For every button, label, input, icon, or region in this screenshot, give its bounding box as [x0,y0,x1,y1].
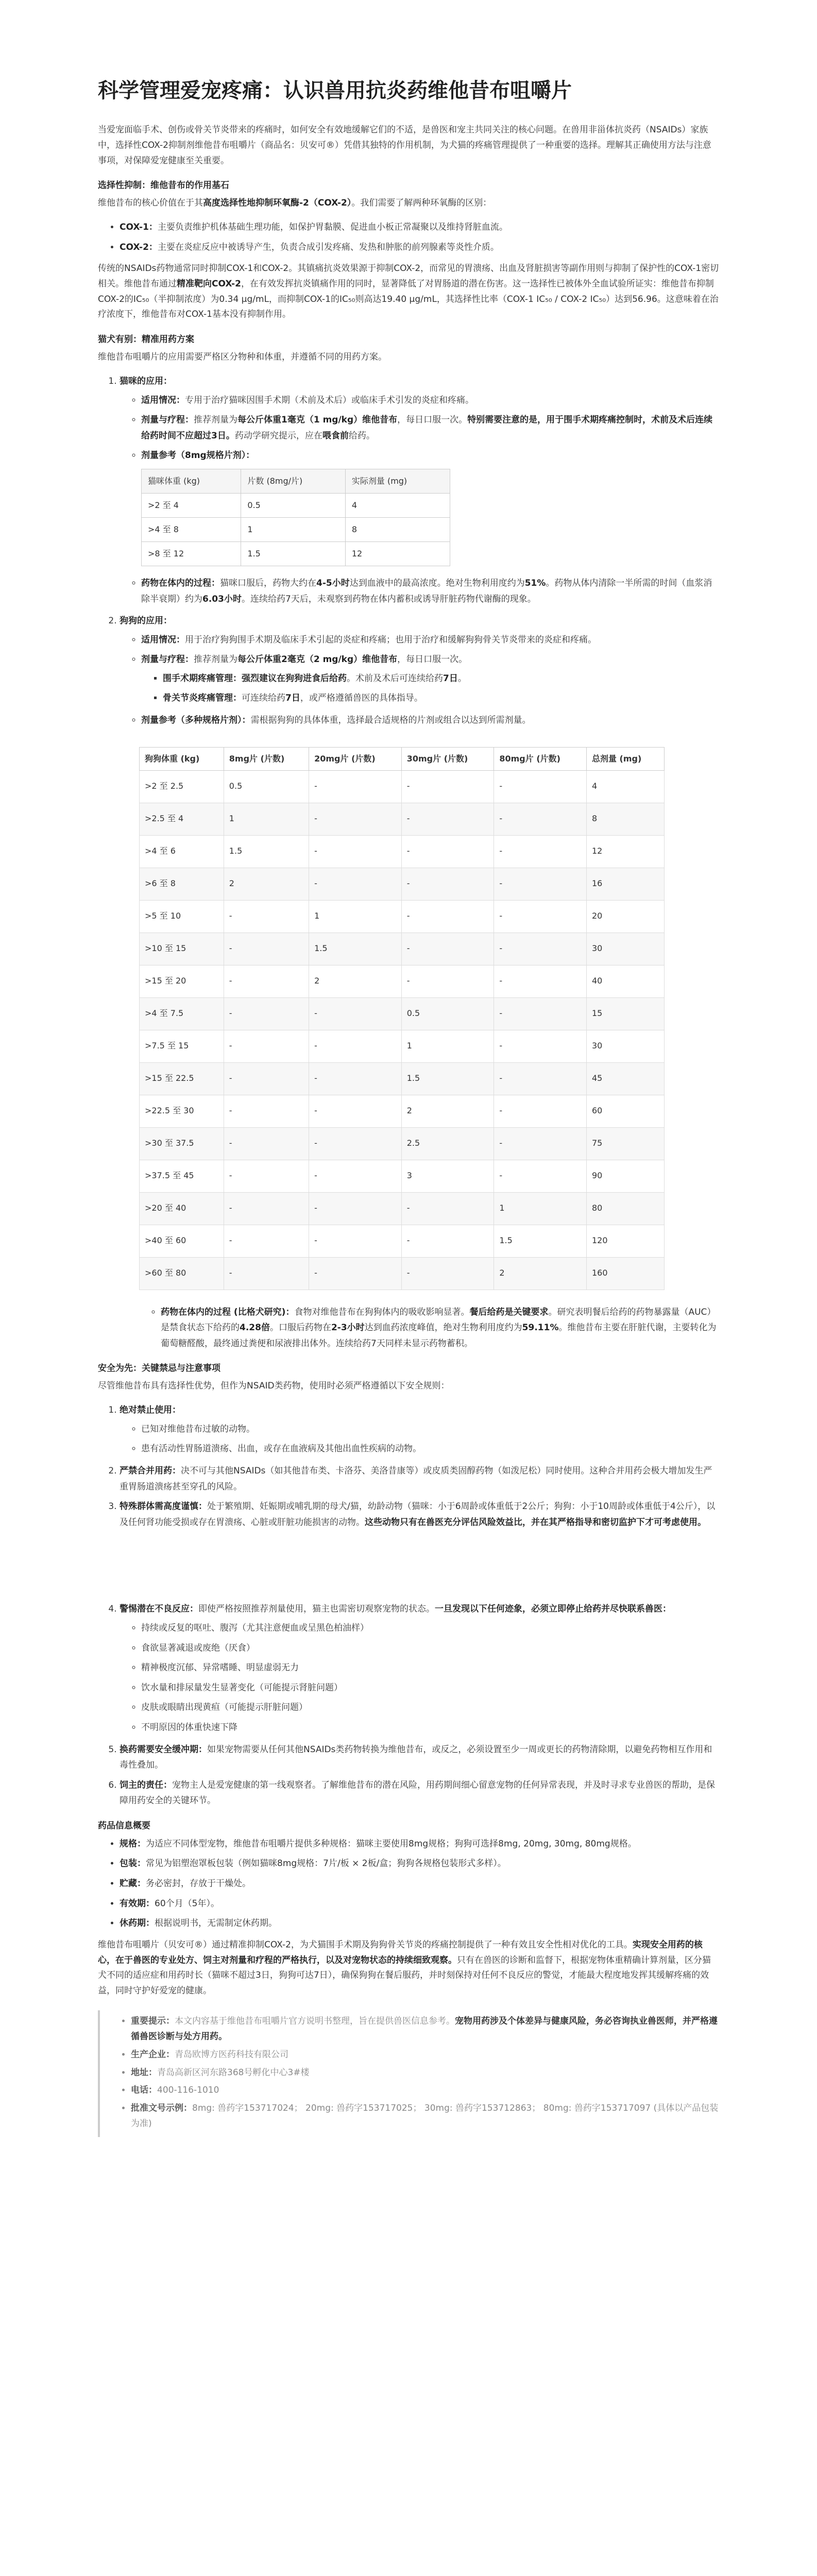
spacer [98,1536,719,1598]
table-row [140,1062,665,1095]
intro-paragraph: 当爱宠面临手术、创伤或骨关节炎带来的疼痛时，如何安全有效地缓解它们的不适，是兽医和宠主共同关注的核心问题。在兽用非甾体抗炎药（NSAIDs）家族中，选择性COX-2抑制剂维他昔布咀嚼片（商品名：贝安可®）凭借其独特的作用机制，为犬猫的疼痛管理提供了一种重要的选择。理解其正确使用方法与注意事项，对保障爱宠健康至关重要。 [98,125,711,166]
table-cell: - [309,835,402,868]
table-header: 狗狗体重 (kg) [140,747,224,770]
table-cell: 20 [586,900,664,933]
table-cell: >40 至 60 [140,1225,224,1257]
table-cell: - [309,1095,402,1127]
table-header: 8mg片 (片数) [224,747,309,770]
table-cell: >30 至 37.5 [140,1127,224,1160]
list-item: 1. 绝对禁止使用： ◦ 已知对维他昔布过敏的动物。 ◦ 患有活动性胃肠道溃疡、出血，或存在血液病及其他出血性疾病的动物。 [120,1402,719,1457]
table-cell: >20 至 40 [140,1192,224,1225]
table-header: 实际剂量 (mg) [345,469,450,493]
table-cell: - [494,770,587,803]
list-item: ◦ 剂量参考（多种规格片剂）：需根据狗狗的具体体重，选择最合适规格的片剂或组合以达到所需剂量。 [141,713,719,728]
list-item: ◦ 持续或反复的呕吐、腹泻（尤其注意便血或呈黑色柏油样） [141,1620,719,1636]
table-cell: 1 [401,1030,494,1062]
table-row: >8 至 12 1.5 12 [142,541,450,566]
table-cell: - [309,1225,402,1257]
table-cell: >4 至 7.5 [140,997,224,1030]
table-cell: 160 [586,1257,664,1290]
section-heading-mechanism: 选择性抑制：维他昔布的作用基石 [98,180,229,191]
list-item: ▪ 围手术期疼痛管理：强烈建议在狗狗进食后给药。术前及术后可连续给药7日。 [163,671,719,687]
list-item: ◦ 剂量与疗程：推荐剂量为每公斤体重1毫克（1 mg/kg）维他昔布，每日口服一次。特别需要注意的是，用于围手术期疼痛控制时，术前及术后连续给药时间不应超过3日。药动学研究提示，应在喂食前给药。 [141,412,719,444]
table-row: >4 至 8 1 8 [142,517,450,541]
table-cell: - [224,1030,309,1062]
list-item: • 规格：为适应不同体型宠物，维他昔布咀嚼片提供多种规格：猫咪主要使用8mg规格；狗狗可选择8mg, 20mg, 30mg, 80mg规格。 [120,1836,719,1852]
list-item: ◦ 已知对维他昔布过敏的动物。 [141,1421,719,1437]
dog-section: 2. 狗狗的应用： ◦ 适用情况：用于治疗狗狗围手术期及临床手术引起的炎症和疼痛；也用于治疗和缓解狗狗骨关节炎带来的炎症和疼痛。 ◦ 剂量与疗程：推荐剂量为每公斤体重2毫克（2 mg/kg）维他昔布，每日口服一次。 ▪ 围手术期疼痛管理：强烈建议在狗狗进食后给药。术前及术后可连续给药7日。 ▪ 骨关节炎疼痛管理：可连续给药7日，或严格遵循兽医的具体指导。 ◦ 剂量参考（多种规格片剂）：需根据狗狗的具体体重，选择最合适规格的片剂或组合以达到所需剂量。 [120,613,719,728]
table-cell: 1 [224,803,309,835]
list-item: • 批准文号示例：8mg: 兽药字153717024； 20mg: 兽药字153717025； 30mg: 兽药字153712863； 80mg: 兽药字153717097 (具体以产品包装为准) [131,2100,719,2132]
table-cell: - [401,1257,494,1290]
table-cell: - [401,933,494,965]
table-cell: - [224,1257,309,1290]
table-cell: >6 至 8 [140,868,224,900]
section-heading-safety: 安全为先：关键禁忌与注意事项 [98,1363,220,1374]
table-cell: 1.5 [224,835,309,868]
list-item: ◦ 患有活动性胃肠道溃疡、出血，或存在血液病及其他出血性疾病的动物。 [141,1441,719,1457]
list-item: ◦ 适用情况：用于治疗狗狗围手术期及临床手术引起的炎症和疼痛；也用于治疗和缓解狗狗骨关节炎带来的炎症和疼痛。 [141,632,719,648]
table-cell: - [309,1192,402,1225]
table-cell: - [224,900,309,933]
list-item: • 有效期：60个月（5年）。 [120,1896,719,1912]
table-header: 总剂量 (mg) [586,747,664,770]
mechanism-paragraph: 维他昔布的核心价值在于其高度选择性地抑制环氧酶-2（COX-2）。我们需要了解两种环氧酶的区别： [98,198,492,209]
table-cell: 15 [586,997,664,1030]
table-row [140,1225,665,1257]
table-cell: 40 [586,965,664,997]
list-item: • 贮藏：务必密封，存放于干燥处。 [120,1876,719,1892]
table-row [140,803,665,835]
table-cell: - [494,803,587,835]
table-row [140,1127,665,1160]
list-item: 4. 警惕潜在不良反应：即使严格按照推荐剂量使用，猫主也需密切观察宠物的状态。一旦发现以下任何迹象，必须立即停止给药并尽快联系兽医： ◦ 持续或反复的呕吐、腹泻（尤其注意便血或呈黑色柏油样） ◦ 食欲显著减退或废绝（厌食） ◦ 精神极度沉郁、异常嗜睡、明显虚弱无力 ◦ 饮水量和排尿量发生显著变化（可能提示肾脏问题） ◦ 皮肤或眼睛出现黄疸（可能提示肝脏问题） ◦ 不明原因的体重快速下降 [120,1601,719,1735]
table-cell: - [224,997,309,1030]
list-item: ◦ 剂量参考（8mg规格片剂）： 猫咪体重 (kg) 片数 (8mg/片) 实际剂量 (mg) >2 至 4 0.5 4 >4 至 8 1 8 >8 至 12 1.5 12 [141,448,719,566]
table-cell: - [401,1192,494,1225]
table-cell: >60 至 80 [140,1257,224,1290]
table-cell: - [494,997,587,1030]
cat-section: 1. 猫咪的应用： ◦ 适用情况：专用于治疗猫咪因围手术期（术前及术后）或临床手术引发的炎症和疼痛。 ◦ 剂量与疗程：推荐剂量为每公斤体重1毫克（1 mg/kg）维他昔布，每日口服一次。特别需要注意的是，用于围手术期疼痛控制时，术前及术后连续给药时间不应超过3日。药动学研究提示，应在喂食前给药。 ◦ 剂量参考（8mg规格片剂）： 猫咪体重 (kg) 片数 (8mg/片) 实际剂量 (mg) >2 至 4 0.5 4 >4 至 8 1 8 >8 至 12 1.5 12 ◦ 药物在体内的过程：猫咪口服后，药物大约在4-5小时达到血液中的最高浓度。绝对生物利用度约为51%。药物从体内清除一半所需的时间（血浆消除半衰期）约为6.03小时。连续给药7天后，未观察到药物在体内蓄积或诱导肝脏药物代谢酶的现象。 [120,374,719,607]
table-header: 猫咪体重 (kg) [142,469,241,493]
list-item: ◦ 精神极度沉郁、异常嗜睡、明显虚弱无力 [141,1660,719,1676]
table-cell: 30 [586,1030,664,1062]
table-cell: 2 [224,868,309,900]
list-item: ◦ 药物在体内的过程：猫咪口服后，药物大约在4-5小时达到血液中的最高浓度。绝对生物利用度约为51%。药物从体内清除一半所需的时间（血浆消除半衰期）约为6.03小时。连续给药7天后，未观察到药物在体内蓄积或诱导肝脏药物代谢酶的现象。 [141,575,719,607]
table-cell: >2.5 至 4 [140,803,224,835]
cat-dose-table [141,469,450,566]
table-cell: 1 [309,900,402,933]
table-cell: - [401,965,494,997]
list-item: 2. 严禁合并用药：决不可与其他NSAIDs（如其他昔布类、卡洛芬、美洛昔康等）或皮质类固醇药物（如泼尼松）同时使用。这种合并用药会极大增加发生严重胃肠道溃疡甚至穿孔的风险。 [120,1463,719,1495]
table-cell: - [494,900,587,933]
table-cell: 4 [586,770,664,803]
species-list [98,374,719,728]
section-heading-summary: 药品信息概要 [98,1820,150,1831]
table-cell: 90 [586,1160,664,1192]
table-row [140,900,665,933]
table-cell: - [224,933,309,965]
table-cell: - [494,835,587,868]
table-cell: - [494,1160,587,1192]
table-cell: - [401,900,494,933]
table-row [140,1095,665,1127]
table-cell: - [309,1127,402,1160]
list-item: ◦ 药物在体内的过程 (比格犬研究)：食物对维他昔布在狗狗体内的吸收影响显著。餐后给药是关键要求。研究表明餐后给药的药物暴露量（AUC）是禁食状态下给药的4.28倍。口服后药物在2-3小时达到血药浓度峰值，绝对生物利用度约为59.11%。维他昔布主要在肝脏代谢，主要转化为葡萄糖醛酸，最终通过粪便和尿液排出体外。连续给药7天同样未显示药物蓄积。 [161,1304,719,1352]
dog-pk-list [139,1304,719,1352]
table-cell: 2 [309,965,402,997]
list-item: • 重要提示：本文内容基于维他昔布咀嚼片官方说明书整理，旨在提供兽医信息参考。宠物用药涉及个体差异与健康风险，务必咨询执业兽医师，并严格遵循兽医诊断与处方用药。 [131,2013,719,2045]
selectivity-paragraph: 传统的NSAIDs药物通常同时抑制COX-1和COX-2。其镇痛抗炎效果源于抑制COX-2，而常见的胃溃疡、出血及肾脏损害等副作用则与抑制了保护性的COX-1密切相关。维他昔布通过精准靶向COX-2，在有效发挥抗炎镇痛作用的同时，显著降低了对胃肠道的潜在伤害。这一选择性已被体外全血试验所证实：维他昔布抑制COX-2的IC₅₀（半抑制浓度）为0.34 µg/mL，而抑制COX-1的IC₅₀则高达19.40 µg/mL，其选择性比率（COX-1 IC₅₀ / COX-2 IC₅₀）达到56.96。这意味着在治疗浓度下，维他昔布对COX-1基本没有抑制作用。 [98,263,719,320]
table-cell: 3 [401,1160,494,1192]
table-cell: 75 [586,1127,664,1160]
table-cell: 60 [586,1095,664,1127]
safety-list-continued [98,1601,719,1809]
table-cell: - [224,1127,309,1160]
closing-paragraph: 维他昔布咀嚼片（贝安可®）通过精准抑制COX-2，为犬猫围手术期及狗狗骨关节炎的疼痛控制提供了一种有效且安全性相对优化的工具。实现安全用药的核心，在于兽医的专业处方、饲主对剂量和疗程的严格执行，以及对宠物状态的持续细致观察。只有在兽医的诊断和监督下，根据宠物体重精确计算剂量，区分猫犬不同的适应症和用药时长（猫咪不超过3日，狗狗可达7日），确保狗狗在餐后服药，并时刻保持对任何不良反应的警觉，才能最大程度地发挥其缓解疼痛的效益，同时守护好爱宠的健康。 [98,1939,711,1996]
table-cell: - [224,1062,309,1095]
table-header: 20mg片 (片数) [309,747,402,770]
list-item: ▪ 骨关节炎疼痛管理：可连续给药7日，或严格遵循兽医的具体指导。 [163,690,719,706]
list-item: ◦ 剂量与疗程：推荐剂量为每公斤体重2毫克（2 mg/kg）维他昔布，每日口服一次。 ▪ 围手术期疼痛管理：强烈建议在狗狗进食后给药。术前及术后可连续给药7日。 ▪ 骨关节炎疼痛管理：可连续给药7日，或严格遵循兽医的具体指导。 [141,652,719,706]
table-cell: - [309,1062,402,1095]
list-item: • COX-2：主要在炎症反应中被诱导产生，负责合成引发疼痛、发热和肿胀的前列腺素等炎性介质。 [120,240,719,256]
table-cell: - [309,1160,402,1192]
table-header: 片数 (8mg/片) [241,469,345,493]
table-row [140,868,665,900]
table-cell: - [494,1127,587,1160]
list-item: ◦ 不明原因的体重快速下降 [141,1720,719,1736]
section-heading-dosing: 猫犬有别：精准用药方案 [98,334,194,345]
table-cell: - [494,1030,587,1062]
table-cell: >22.5 至 30 [140,1095,224,1127]
table-cell: 30 [586,933,664,965]
table-cell: 2 [494,1257,587,1290]
table-cell: - [224,1160,309,1192]
table-row [140,1030,665,1062]
table-cell: >4 至 6 [140,835,224,868]
info-blockquote [98,2010,719,2137]
table-cell: 0.5 [224,770,309,803]
table-cell: - [309,770,402,803]
table-cell: - [401,770,494,803]
table-cell: - [401,803,494,835]
page-title: 科学管理爱宠疼痛：认识兽用抗炎药维他昔布咀嚼片 [98,79,572,103]
table-row [140,997,665,1030]
table-cell: 12 [586,835,664,868]
list-item: 5. 换药需要安全缓冲期：如果宠物需要从任何其他NSAIDs类药物转换为维他昔布，或反之，必须设置至少一周或更长的药物清除期，以避免药物相互作用和毒性叠加。 [120,1742,719,1773]
summary-list [98,1836,719,1931]
table-cell: - [224,1225,309,1257]
table-cell: - [224,1095,309,1127]
list-item: • 地址：青岛高新区河东路368号孵化中心3#楼 [131,2065,719,2081]
table-row: >2 至 4 0.5 4 [142,493,450,517]
list-item: ◦ 适用情况：专用于治疗猫咪因围手术期（术前及术后）或临床手术引发的炎症和疼痛。 [141,393,719,409]
dosing-intro: 维他昔布咀嚼片的应用需要严格区分物种和体重，并遵循不同的用药方案。 [98,352,387,363]
list-item: ◦ 饮水量和排尿量发生显著变化（可能提示肾脏问题） [141,1680,719,1696]
table-cell: 1 [494,1192,587,1225]
table-header: 80mg片 (片数) [494,747,587,770]
table-cell: 8 [586,803,664,835]
table-cell: 2.5 [401,1127,494,1160]
list-item: ◦ 食欲显著减退或废绝（厌食） [141,1640,719,1656]
table-cell: >5 至 10 [140,900,224,933]
table-cell: 45 [586,1062,664,1095]
table-cell: 1.5 [494,1225,587,1257]
list-item: • COX-1：主要负责维护机体基础生理功能，如保护胃黏膜、促进血小板正常凝聚以及维持肾脏血流。 [120,219,719,235]
table-row [140,965,665,997]
table-row [140,770,665,803]
table-cell: - [309,803,402,835]
table-cell: - [494,1062,587,1095]
list-item: 3. 特殊群体需高度谨慎：处于繁殖期、妊娠期或哺乳期的母犬/猫，幼龄动物（猫咪：小于6周龄或体重低于2公斤；狗狗：小于10周龄或体重低于4公斤），以及任何肾功能受损或存在胃溃疡、心脏或肝脏功能损害的动物。这些动物只有在兽医充分评估风险效益比，并在其严格指导和密切监护下才可考虑使用。 [120,1499,719,1530]
list-item: • 休药期：根据说明书，无需制定休药期。 [120,1916,719,1931]
table-cell: >7.5 至 15 [140,1030,224,1062]
table-row [140,933,665,965]
table-cell: - [401,835,494,868]
dog-dose-table [139,747,665,1290]
table-cell: - [401,868,494,900]
table-cell: - [494,868,587,900]
table-cell: - [309,1257,402,1290]
list-item: • 电话：400-116-1010 [131,2082,719,2098]
table-cell: >10 至 15 [140,933,224,965]
cox-list [98,219,719,255]
table-cell: - [494,965,587,997]
table-cell: 80 [586,1192,664,1225]
table-cell: >2 至 2.5 [140,770,224,803]
table-cell: >37.5 至 45 [140,1160,224,1192]
table-row [140,1257,665,1290]
table-header: 30mg片 (片数) [401,747,494,770]
table-cell: 2 [401,1095,494,1127]
table-row [140,1192,665,1225]
table-cell: - [309,997,402,1030]
table-cell: 1.5 [401,1062,494,1095]
safety-list [98,1402,719,1530]
table-cell: - [494,1095,587,1127]
list-item: • 生产企业：青岛欧博方医药科技有限公司 [131,2047,719,2063]
list-item: • 包装：常见为铝塑泡罩板包装（例如猫咪8mg规格：7片/板 × 2板/盒；狗狗各规格包装形式多样）。 [120,1856,719,1872]
list-item: ◦ 皮肤或眼睛出现黄疸（可能提示肝脏问题） [141,1700,719,1716]
table-cell: - [224,1192,309,1225]
table-cell: >15 至 22.5 [140,1062,224,1095]
safety-intro: 尽管维他昔布具有选择性优势，但作为NSAID类药物，使用时必须严格遵循以下安全规则： [98,1381,450,1392]
table-cell: - [309,1030,402,1062]
table-row [140,835,665,868]
table-cell: 0.5 [401,997,494,1030]
table-cell: 16 [586,868,664,900]
table-cell: >15 至 20 [140,965,224,997]
table-row [140,1160,665,1192]
table-cell: - [401,1225,494,1257]
list-item: 6. 饲主的责任：宠物主人是爱宠健康的第一线观察者。了解维他昔布的潜在风险，用药期间细心留意宠物的任何异常表现，并及时寻求专业兽医的帮助，是保障用药安全的关键环节。 [120,1777,719,1809]
table-cell: - [494,933,587,965]
table-cell: 120 [586,1225,664,1257]
table-cell: - [224,965,309,997]
table-cell: 1.5 [309,933,402,965]
table-cell: - [309,868,402,900]
